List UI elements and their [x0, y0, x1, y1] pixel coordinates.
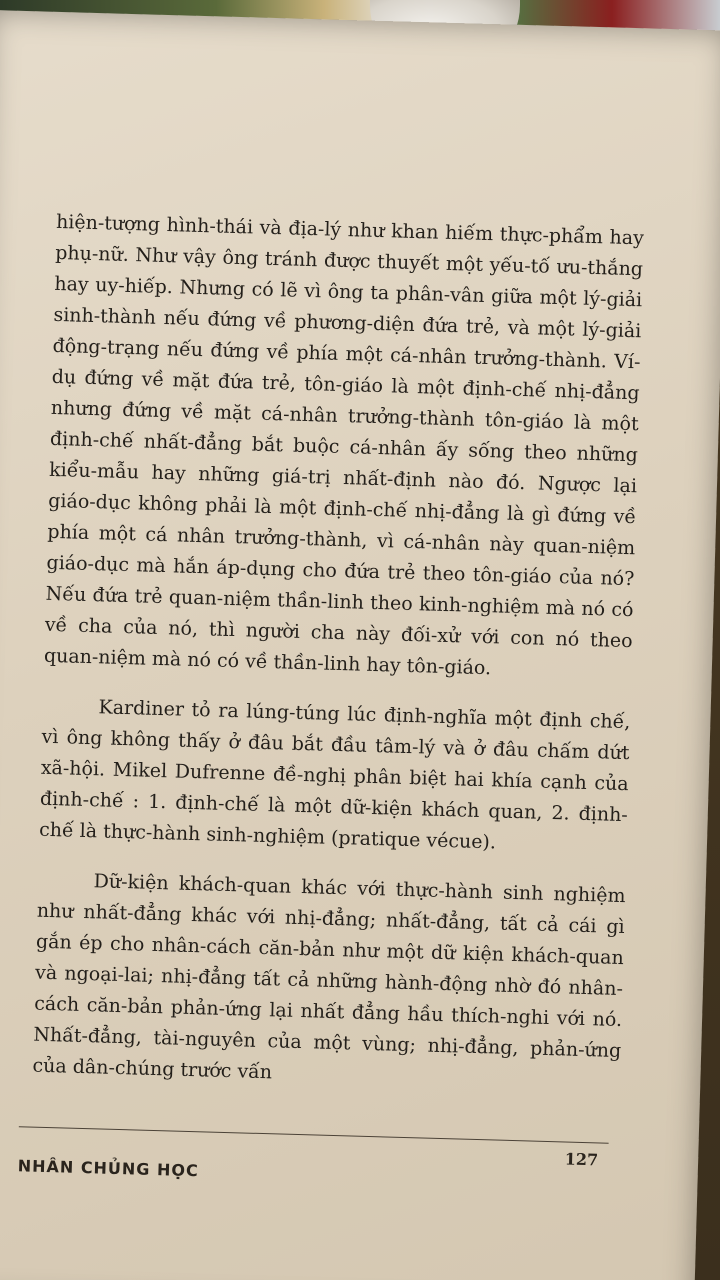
- body-text: [32, 207, 645, 1117]
- paragraph-2: Kardiner tỏ ra lúng-túng lúc định-nghĩa một định chế, vì ông không thấy ở đâu bắt đầu tâm-lý và ở đâu chấm dứt xã-hội. Mikel Dufrenne đề-nghị phân biệt hai khía cạnh của định-chế : 1. định-chế là một dữ-kiện khách quan, 2. định-chế là thực-hành sinh-nghiệm (pratique vécue).: [38, 696, 631, 854]
- page-number: 127: [564, 1149, 599, 1170]
- running-title: NHÂN CHỦNG HỌC: [17, 1156, 200, 1181]
- footer-rule: [19, 1126, 609, 1143]
- book-page: [0, 10, 720, 1280]
- page-footer: [17, 1126, 609, 1181]
- paragraph-3: Dữ-kiện khách-quan khác với thực-hành sinh nghiệm như nhất-đẳng khác với nhị-đẳng; nhất-đẳng, tất cả cái gì gắn ép cho nhân-cách căn-bản như một dữ kiện khách-quan và ngoại-lai; nhị-đẳng tất cả những hành-động nhờ đó nhân-cách căn-bản phản-ứng lại nhất đẳng hầu thích-nghi với nó. Nhất-đẳng, tài-nguyên của một vùng; nhị-đẳng, phản-ứng của dân-chúng trước vấn: [32, 870, 626, 1084]
- paragraph-1: hiện-tượng hình-thái và địa-lý như khan hiếm thực-phẩm hay phụ-nữ. Như vậy ông tránh được thuyết một yếu-tố ưu-thắng hay uy-hiếp. Nhưng có lẽ vì ông ta phân-vân giữa một lý-giải sinh-thành nếu đứng về phương-diện đứa trẻ, và một lý-giải động-trạng nếu đứng về phía một cá-nhân trưởng-thành. Ví-dụ đứng về mặt đứa trẻ, tôn-giáo là một định-chế nhị-đẳng nhưng đứng về mặt cá-nhân trưởng-thành tôn-giáo là một định-chế nhất-đẳng bắt buộc cá-nhân ấy sống theo những kiểu-mẫu hay những giá-trị nhất-định nào đó. Ngược lại giáo-dục không phải là một định-chế nhị-đẳng là gì đứng về phía một cá nhân trưởng-thành, vì cá-nhân này quan-niệm giáo-dục mà hắn áp-dụng cho đứa trẻ theo tôn-giáo của nó? Nếu đứa trẻ quan-niệm thần-linh theo kinh-nghiệm mà nó có về cha của nó, thì người cha này đối-xử với con nó theo quan-niệm mà nó có về thần-linh hay tôn-giáo.: [43, 210, 645, 680]
